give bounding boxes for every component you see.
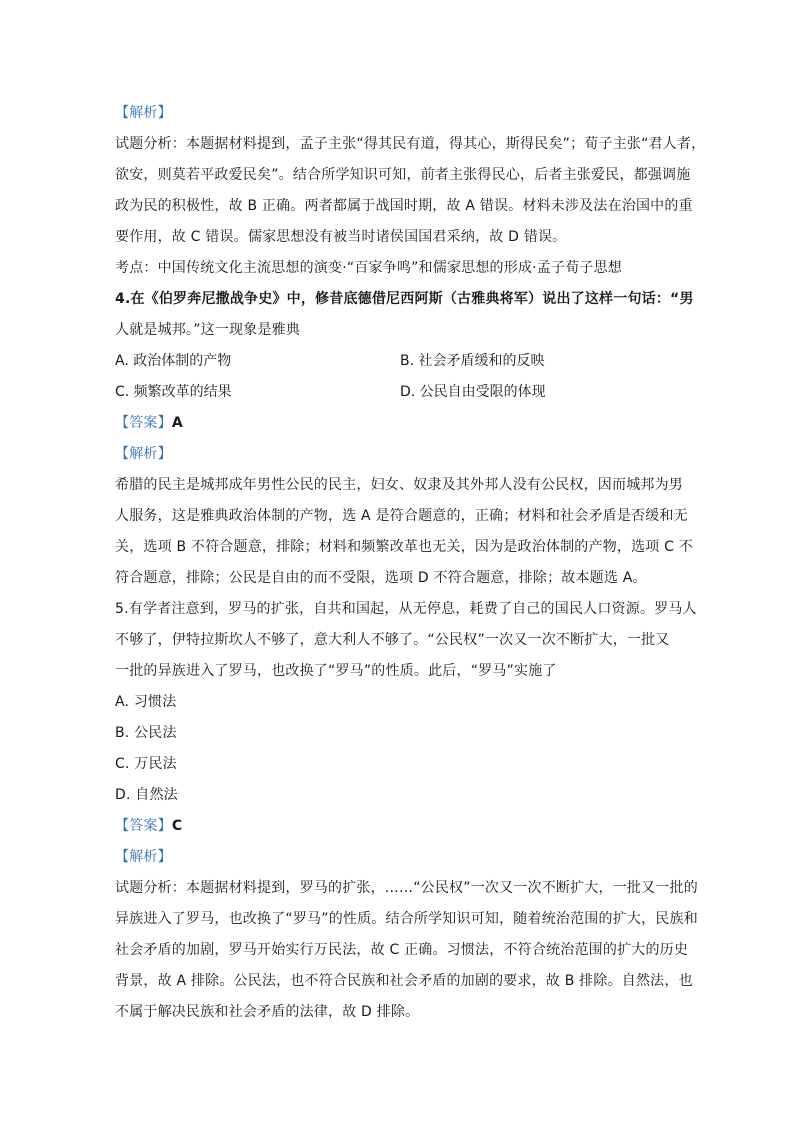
option-d: D. 公民自由受限的体现 [400,384,546,400]
analysis-line: 关，选项 B 不符合题意，排除；材料和频繁改革也无关，因为是政治体制的产物，选项 C 不 [115,539,693,555]
option-row [115,346,685,377]
analysis-line: 社会矛盾的加剧，罗马开始实行万民法，故 C 正确。习惯法，不符合统治范围的扩大的历史 [115,942,689,958]
analysis-tag: 【解析】 [115,105,172,121]
analysis-line: 试题分析：本题据材料提到，孟子主张“得其民有道，得其心，斯得民矣”；荀子主张“君人者， [115,136,706,152]
answer-line [115,811,685,842]
option-a: A. 习惯法 [115,694,177,710]
option-row [115,377,685,408]
answer-value: A [171,415,183,431]
document-page [115,98,706,1028]
option-c: C. 万民法 [115,756,177,772]
analysis-line: 背景，故 A 排除。公民法，也不符合民族和社会矛盾的加剧的要求，故 B 排除。自然法，也 [115,973,693,989]
option-c: C. 频繁改革的结果 [115,384,232,400]
question-stem: 4.在《伯罗奔尼撒战争史》中，修昔底德借尼西阿斯（古雅典将军）说出了这样一句话：“男 [115,291,694,307]
question-stem: 一批的异族进入了罗马，也改换了“罗马”的性质。此后，“罗马”实施了 [115,663,557,679]
analysis-line: 政为民的积极性，故 B 正确。两者都属于战国时期，故 A 错误。材料未涉及法在治国中的重 [115,198,693,214]
analysis-line: 欲安，则莫若平政爱民矣”。结合所学知识可知，前者主张得民心，后者主张爱民，都强调施 [115,167,691,183]
answer-tag: 【答案】 [115,818,172,834]
analysis-line: 符合题意，排除；公民是自由的而不受限，选项 D 不符合题意，排除；故本题选 A。 [115,570,647,586]
option-b: B. 公民法 [115,725,177,741]
option-a: A. 政治体制的产物 [115,353,232,369]
analysis-line: 异族进入了罗马，也改换了“罗马”的性质。结合所学知识可知，随着统治范围的扩大，民族和 [115,911,698,927]
analysis-line: 希腊的民主是城邦成年男性公民的民主，妇女、奴隶及其外邦人没有公民权，因而城邦为男 [115,477,683,493]
analysis-line: 试题分析：本题据材料提到，罗马的扩张，……“公民权”一次又一次不断扩大，一批又一批的 [115,880,698,896]
answer-tag: 【答案】 [115,415,172,431]
answer-value: C [171,818,183,834]
analysis-line: 人服务，这是雅典政治体制的产物，选 A 是符合题意的，正确；材料和社会矛盾是否缓和无 [115,508,688,524]
question-stem: 人就是城邦。”这一现象是雅典 [115,322,301,338]
answer-line [115,408,685,439]
analysis-line: 不属于解决民族和社会矛盾的法律，故 D 排除。 [115,1004,420,1020]
question-stem: 5.有学者注意到，罗马的扩张，自共和国起，从无停息，耗费了自己的国民人口资源。罗马人 [115,601,697,617]
analysis-tag: 【解析】 [115,849,172,865]
analysis-tag: 【解析】 [115,446,172,462]
option-b: B. 社会矛盾缓和的反映 [400,353,545,369]
analysis-line: 要作用，故 C 错误。儒家思想没有被当时诸侯国国君采纳，故 D 错误。 [115,229,567,245]
option-d: D. 自然法 [115,787,178,803]
kaodian-line: 考点：中国传统文化主流思想的演变·“百家争鸣”和儒家思想的形成·孟子荀子思想 [115,260,623,276]
question-stem: 不够了，伊特拉斯坎人不够了，意大利人不够了。“公民权”一次又一次不断扩大，一批又 [115,632,670,648]
